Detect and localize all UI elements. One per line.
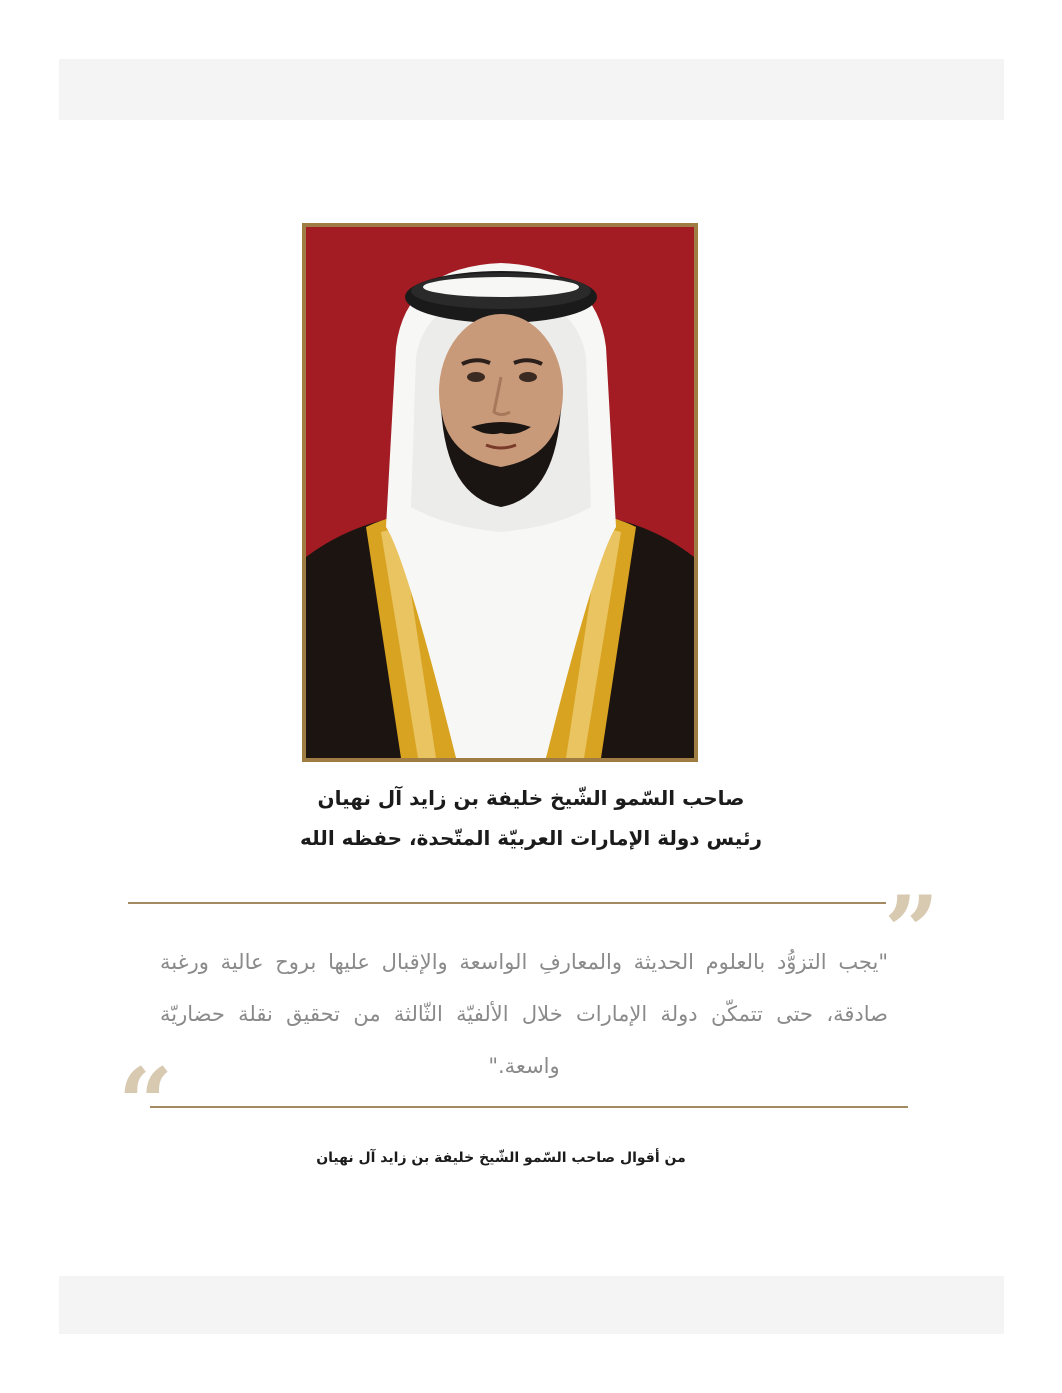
opening-quote-icon: “	[118, 1047, 174, 1160]
portrait-image	[306, 227, 694, 758]
top-band	[59, 59, 1004, 120]
quote-top-rule	[128, 902, 886, 904]
bottom-band	[59, 1276, 1004, 1334]
quote-bottom-rule	[150, 1106, 908, 1108]
quote-text: "يجب التزوُّد بالعلوم الحديثة والمعارفِ الواسعة والإقبال عليها بروح عالية ورغبة صادقة، حتى تتمكّن دولة الإمارات خلال الألفيّة الثّالثة من تحقيق نقلة حضاريّة واسعة."	[160, 950, 888, 1078]
caption-name: صاحب السّمو الشّيخ خليفة بن زايد آل نهيان	[317, 786, 745, 810]
closing-quote-icon: ”	[884, 875, 940, 988]
portrait-frame	[302, 223, 698, 762]
quote-attribution: من أقوال صاحب السّمو الشّيخ خليفة بن زايد آل نهيان	[316, 1150, 686, 1166]
caption-title: رئيس دولة الإمارات العربيّة المتّحدة، حفظه الله	[300, 826, 762, 850]
